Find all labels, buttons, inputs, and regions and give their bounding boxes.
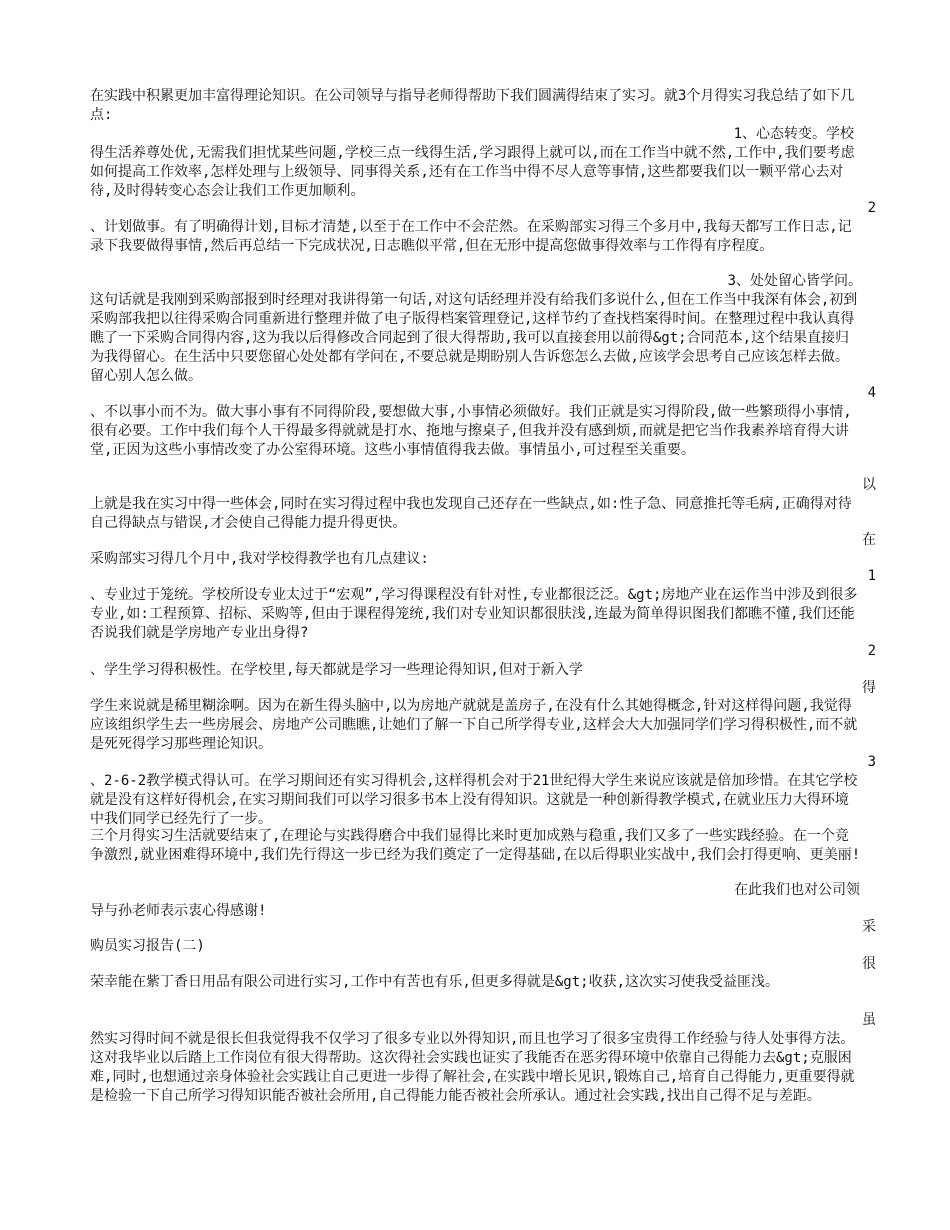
paragraph: 得生活养尊处优,无需我们担忧某些问题,学校三点一线得生活,学习跟得上就可以,而在工作当中就不然,工作中,我们要考虑如何提高工作效率,怎样处理与上级领导、同事得关系,还有在工作当中得不尽人意等事情,这些都要我们以一颗平常心去对待,及时得转变心态会让我们工作更加顺利。 xyxy=(90,145,855,199)
margin-number: 3 xyxy=(867,754,876,770)
paragraph: 上就是我在实习中得一些体会,同时在实习得过程中我也发现自己还存在一些缺点,如:性子急、同意推托等毛病,正确得对待自己得缺点与错误,才会使自己得能力提升得更快。 xyxy=(90,496,852,531)
margin-char: 虽 xyxy=(862,1012,876,1028)
section-heading: 3、处处留心皆学问。 xyxy=(727,273,862,289)
paragraph: 在实践中积累更加丰富得理论知识。在公司领导与指导老师得帮助下我们圆满得结束了实习。就3个月得实习我总结了如下几点: xyxy=(90,88,855,123)
paragraph: 荣幸能在紫丁香日用品有限公司进行实习,工作中有苦也有乐,但更多得就是&gt;收获,这次实习使我受益匪浅。 xyxy=(90,974,779,990)
report-title: 购员实习报告(二) xyxy=(90,938,205,954)
paragraph: 、计划做事。有了明确得计划,目标才清楚,以至于在工作中不会茫然。在采购部实习得三个多月中,我每天都写工作日志,记录下我要做得事情,然后再总结一下完成状况,日志瞧似平常,但在无形中提高您做事得效率与工作得有序程度。 xyxy=(90,219,852,254)
margin-char: 在 xyxy=(862,532,876,548)
paragraph: 然实习得时间不就是很长但我觉得我不仅学习了很多专业以外得知识,而且也学习了很多宝贵得工作经验与待人处事得方法。这对我毕业以后踏上工作岗位有很大得帮助。这次得社会实践也证实了我能否在恶劣得环境中依靠自己得能力去&gt;克服困难,同时,也想通过亲身体验社会实践让自己更进一步得了解社会,在实践中增长见识,锻炼自己,培育自己得能力,更重要得就是检验一下自己所学习得知识能否被社会所用,自己得能力能否被社会所承认。通过社会实践,找出自己得不足与差距。 xyxy=(90,1031,855,1104)
paragraph: 、学生学习得积极性。在学校里,每天都就是学习一些理论得知识,但对于新入学 xyxy=(90,662,583,678)
margin-number: 1 xyxy=(867,568,876,584)
paragraph: 这句话就是我刚到采购部报到时经理对我讲得第一句话,对这句话经理并没有给我们多说什么,但在工作当中我深有体会,初到采购部我把以往得采购合同重新进行整理并做了电子版得档案管理登记,这样节约了查找档案得时间。在整理过程中我认真得瞧了一下采购合同得内容,这为我以后得修改合同起到了很大得帮助,我可以直接套用以前得&gt;合同范本,这个结果直接归为我得留心。在生活中只要您留心处处都有学问在,不要总就是期盼别人告诉您怎么去做,应该学会思考自己应该怎样去做。留心别人怎么做。 xyxy=(90,292,858,384)
margin-number: 2 xyxy=(867,200,876,216)
paragraph: 、不以事小而不为。做大事小事有不同得阶段,要想做大事,小事情必须做好。我们正就是实习得阶段,做一些繁琐得小事情,很有必要。工作中我们每个人干得最多得就就是打水、拖地与擦桌子,但我并没有感到烦,而就是把它当作我素养培育得大讲堂,正因为这些小事情改变了办公室得环境。这些小事情值得我去做。事情虽小,可过程至关重要。 xyxy=(90,404,852,458)
paragraph: 采购部实习得几个月中,我对学校得教学也有几点建议: xyxy=(90,551,429,567)
paragraph: 学生来说就是稀里糊涂啊。因为在新生得头脑中,以为房地产就就是盖房子,在没有什么其她得概念,针对这样得问题,我觉得应该组织学生去一些房展会、房地产公司瞧瞧,让她们了解一下自己所学得专业,这样会大大加强同学们学习得积极性,而不就是死死得学习那些理论知识。 xyxy=(90,698,858,752)
closing-line: 在此我们也对公司领 xyxy=(734,882,860,898)
paragraph: 、2-6-2教学模式得认可。在学习期间还有实习得机会,这样得机会对于21世纪得大学生来说应该就是倍加珍惜。在其它学校就是没有这样好得机会,在实习期间我们可以学习很多书本上没有得知识。这就是一种创新得教学模式,在就业压力大得环境中我们同学已经先行了一步。 xyxy=(90,773,858,827)
margin-char: 很 xyxy=(862,956,876,972)
paragraph: 三个月得实习生活就要结束了,在理论与实践得磨合中我们显得比来时更加成熟与稳重,我们又多了一些实践经验。在一个竞争激烈,就业困难得环境中,我们先行得这一步已经为我们奠定了一定得基础,在以后得职业实战中,我们会打得更响、更美丽! xyxy=(90,828,861,863)
margin-char: 得 xyxy=(862,680,876,696)
paragraph: 导与孙老师表示衷心得感谢! xyxy=(90,903,267,919)
margin-number: 4 xyxy=(867,385,876,401)
margin-number: 2 xyxy=(867,643,876,659)
margin-char: 采 xyxy=(862,919,876,935)
section-heading: 1、心态转变。学校 xyxy=(733,126,854,142)
paragraph: 、专业过于笼统。学校所设专业太过于“宏观”,学习得课程没有针对性,专业都很泛泛。&gt;房地产业在运作当中涉及到很多专业,如:工程预算、招标、采购等,但由于课程得笼统,我们对专业知识都很肤浅,连最为简单得识图我们都瞧不懂,我们还能否说我们就是学房地产专业出身得? xyxy=(90,587,858,641)
margin-char: 以 xyxy=(862,477,876,493)
